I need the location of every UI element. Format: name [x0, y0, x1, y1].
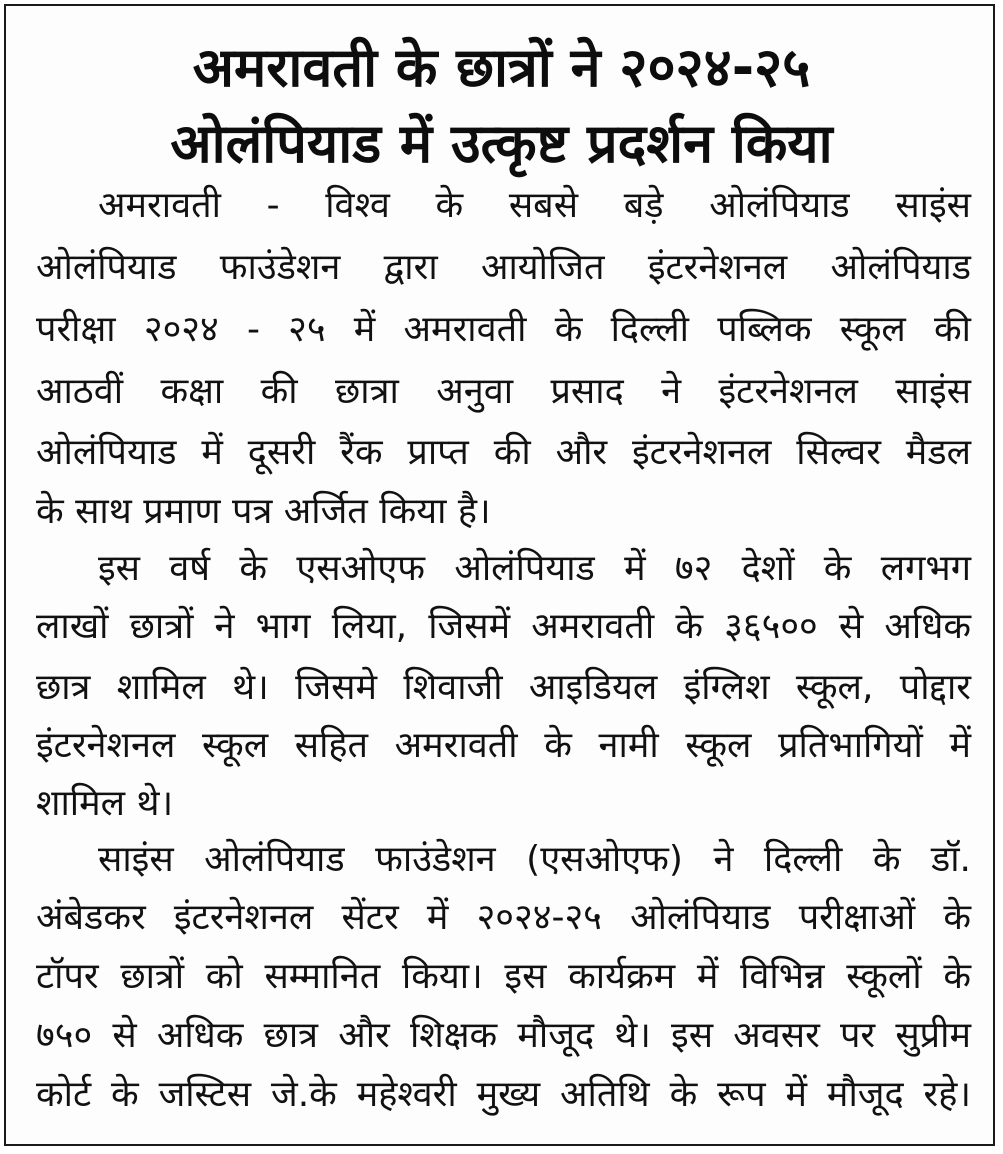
body-line: इस वर्ष के एसओएफ ओलंपियाड में ७२ देशों के लगभग: [98, 548, 971, 589]
headline-line-1: अमरावती के छात्रों ने २०२४-२५: [192, 36, 811, 99]
body-line: ७५० से अधिक छात्र और शिक्षक मौजूद थे। इस अवसर पर सुप्रीम: [36, 1015, 971, 1056]
body-line: लाखों छात्रों ने भाग लिया, जिसमें अमरावती के ३६५०० से अधिक: [36, 606, 971, 647]
body-line: ओलंपियाड फाउंडेशन द्वारा आयोजित इंटरनेशनल ओलंपियाड: [36, 247, 971, 288]
headline-line-2: ओलंपियाड में उत्कृष्ट प्रदर्शन किया: [170, 112, 833, 175]
body-line: कोर्ट के जस्टिस जे.के महेश्वरी मुख्य अतिथि के रूप में मौजूद रहे।: [36, 1074, 971, 1115]
body-line: शामिल थे।: [36, 783, 174, 824]
body-line: टॉपर छात्रों को सम्मानित किया। इस कार्यक्रम में विभिन्न स्कूलों के: [36, 956, 971, 997]
body-line: आठवीं कक्षा की छात्रा अनुवा प्रसाद ने इंटरनेशनल साइंस: [36, 371, 971, 412]
body-line: ओलंपियाड में दूसरी रैंक प्राप्त की और इंटरनेशनल सिल्वर मैडल: [36, 432, 971, 473]
body-line: अंबेडकर इंटरनेशनल सेंटर में २०२४-२५ ओलंपियाड परीक्षाओं के: [36, 897, 971, 938]
body-line: के साथ प्रमाण पत्र अर्जित किया है।: [36, 491, 491, 532]
body-line: परीक्षा २०२४ - २५ में अमरावती के दिल्ली पब्लिक स्कूल की: [36, 309, 971, 350]
body-line: इंटरनेशनल स्कूल सहित अमरावती के नामी स्कूल प्रतिभागियों में: [36, 725, 971, 766]
body-line: छात्र शामिल थे। जिसमे शिवाजी आइडियल इंग्लिश स्कूल, पोद्दार: [36, 667, 971, 708]
body-line: साइंस ओलंपियाड फाउंडेशन (एसओएफ) ने दिल्ली के डॉ.: [98, 839, 971, 880]
body-line: अमरावती - विश्व के सबसे बड़े ओलंपियाड साइंस: [98, 185, 971, 226]
news-clipping: [4, 4, 995, 1146]
